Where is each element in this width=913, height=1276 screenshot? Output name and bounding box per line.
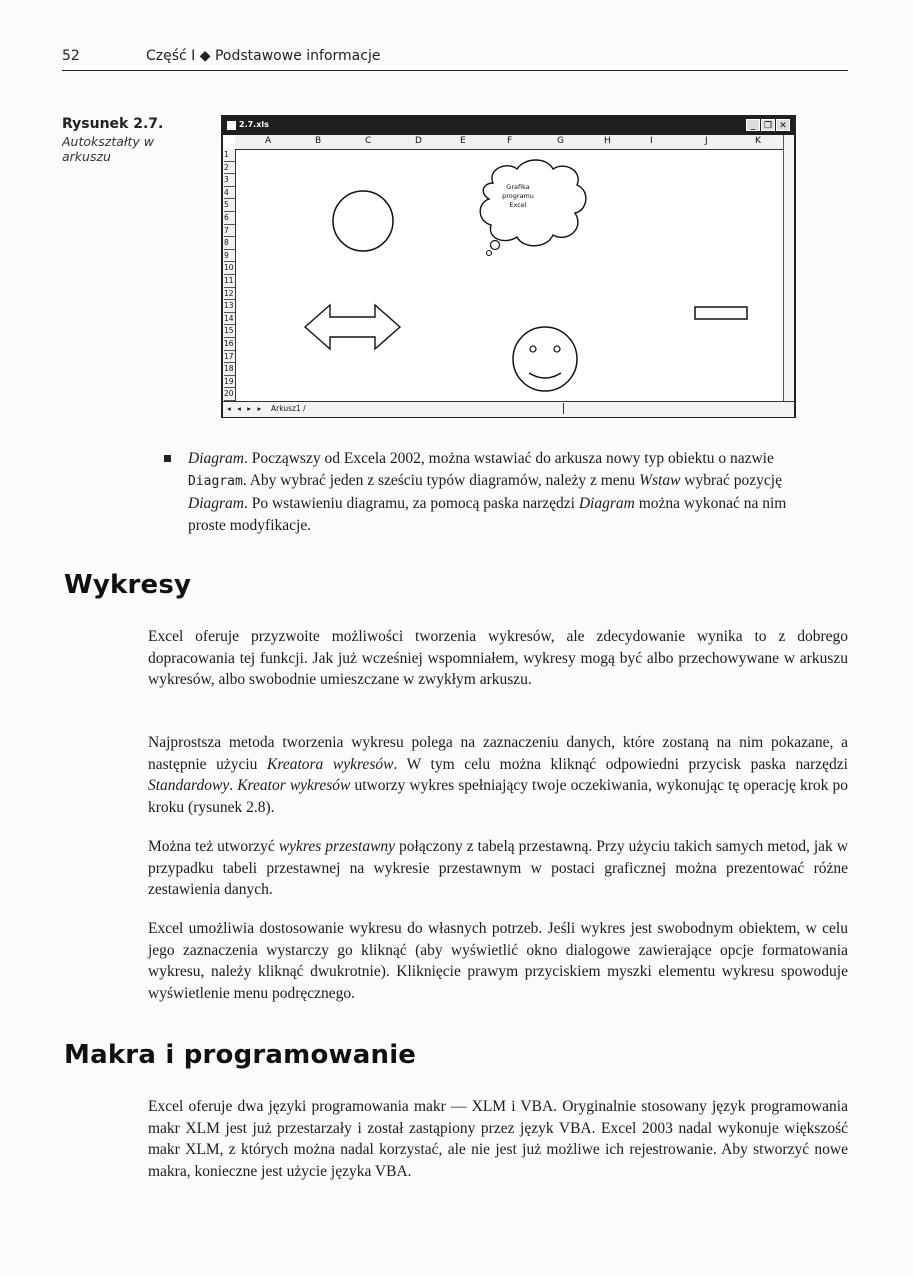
smiley-right-eye [554, 346, 560, 352]
paragraph: Excel oferuje dwa języki programowania makr — XLM i VBA. Oryginalnie stosowany język programowania makr XLM jest już przestarzały i został zastąpiony przez język VBA. Excel 2003 nadal wykonuje większość makr XLM, z których można nadal korzystać, ale nie jest już możliwe ich rejestrowanie. Aby stworzyć nowe makra, konieczne jest użycie języka VBA. [148, 1098, 848, 1180]
sheet-tab-bar [223, 401, 794, 417]
row-header: 11 [224, 275, 235, 288]
smiley-face-shape [513, 327, 577, 391]
row-header: 13 [224, 300, 235, 313]
row-header: 1 [224, 149, 235, 162]
rectangle-shape [695, 307, 747, 319]
paragraph: Excel oferuje przyzwoite możliwości tworzenia wykresów, ale zdecydowanie wynika to z dobrego dopracowania tej funkcji. Jak już wcześniej wspomniałem, wykresy mogą być albo przechowywane w arkuszu wykresów, albo swobodnie umieszczane w zwykłym arkuszu. [148, 628, 848, 688]
figure-description: Autokształty w arkuszu [62, 134, 154, 164]
row-header: 7 [224, 225, 235, 238]
bullet-text: . Po wstawieniu diagramu, za pomocą paska narzędzi [243, 495, 579, 512]
row-header: 6 [224, 212, 235, 225]
column-header: E [460, 136, 466, 146]
emphasis: Standardowy [148, 777, 230, 794]
row-header: 4 [224, 187, 235, 200]
page-number: 52 [62, 48, 80, 64]
column-header: K [755, 136, 761, 146]
autoshapes-area [235, 149, 786, 406]
column-header: C [365, 136, 372, 146]
bullet-marker [164, 450, 176, 462]
horizontal-scrollbar [563, 403, 764, 414]
bullet-text: można wykonać na nim proste modyfikacje. [188, 495, 787, 534]
bullet-paragraph [188, 448, 818, 537]
row-header: 18 [224, 363, 235, 376]
paragraph [148, 836, 848, 901]
menu-name: Wstaw [639, 472, 681, 489]
emphasis: Kreator wykresów [237, 777, 351, 794]
toolbar-name: Diagram [578, 495, 635, 512]
row-header: 2 [224, 162, 235, 175]
sheet-navigation-arrows: ◂ ◂ ▸ ▸ [227, 404, 264, 413]
cloud-text-line: programu [502, 192, 534, 200]
figure-caption [62, 116, 202, 164]
minimize-icon: _ [746, 119, 760, 131]
column-header: A [265, 136, 272, 146]
smiley-mouth [529, 373, 561, 378]
bullet-text: . Począwszy od Excela 2002, można wstawiać do arkusza nowy typ obiektu o nazwie [243, 450, 774, 467]
restore-icon: ❐ [761, 119, 775, 131]
row-header: 10 [224, 262, 235, 275]
figure-label: Rysunek 2.7. [62, 116, 164, 132]
paragraph-text: . W tym celu można kliknąć odpowiedni przycisk paska narzędzi [393, 755, 848, 773]
emphasis: Kreatora wykresów [267, 755, 394, 773]
section-heading-makra: Makra i programowanie [64, 1040, 417, 1070]
smiley-left-eye [530, 346, 536, 352]
row-header: 12 [224, 288, 235, 301]
column-header: G [557, 136, 564, 146]
column-header: H [604, 136, 611, 146]
column-header: J [705, 136, 708, 146]
paragraph-text: utworzy wykres spełniający twoje oczekiwania, wykonując tę operację krok po kroku (rysunek 2.8). [148, 777, 849, 816]
double-arrow-shape [305, 305, 400, 349]
object-name-code: Diagram [188, 474, 243, 489]
bullet-text: wybrać pozycję [680, 472, 782, 489]
row-header: 3 [224, 174, 235, 187]
section-heading-wykresy: Wykresy [64, 570, 192, 600]
excel-window-screenshot [221, 115, 796, 418]
column-header: B [315, 136, 322, 146]
row-header: 9 [224, 250, 235, 263]
paragraph-text: . [229, 777, 238, 794]
window-title: 2.7.xls [239, 120, 269, 129]
row-header: 16 [224, 338, 235, 351]
row-header: 20 [224, 388, 235, 401]
sheet-tab: Arkusz1 / [271, 404, 306, 413]
column-header: D [415, 136, 422, 146]
row-header: 14 [224, 313, 235, 326]
cloud-tail-bubble-small [487, 251, 492, 256]
bullet-term: Diagram [188, 450, 244, 467]
cloud-text-line: Excel [509, 201, 527, 209]
paragraph [148, 732, 848, 818]
column-headers [235, 135, 784, 150]
menu-item-name: Diagram [188, 495, 244, 512]
cloud-text-line: Grafika [506, 183, 530, 191]
part-title: Część I ◆ Podstawowe informacje [146, 48, 381, 64]
column-header: F [507, 136, 513, 146]
row-header: 17 [224, 351, 235, 364]
running-header [62, 46, 848, 71]
paragraph-text: Najprostsza metoda tworzenia wykresu polega na zaznaczeniu danych, które zostaną na nim pokazane, a następnie użyciu [148, 734, 848, 773]
row-header: 19 [224, 376, 235, 389]
row-header: 5 [224, 199, 235, 212]
excel-file-icon [227, 121, 236, 130]
bullet-text: . Aby wybrać jeden z sześciu typów diagramów, należy z menu [242, 472, 640, 489]
paragraph-text: połączony z tabelą przestawną. Przy użyciu takich samych metod, jak w przypadku tabeli przestawnej na wykresie przestawnym w postaci graficznej można prezentować różne zestawienia danych. [148, 838, 849, 898]
circle-shape [333, 191, 393, 251]
cloud-tail-bubble [491, 241, 500, 250]
cloud-callout-text [493, 183, 543, 210]
close-icon: ✕ [776, 119, 790, 131]
row-header: 15 [224, 325, 235, 338]
row-header: 8 [224, 237, 235, 250]
column-header: I [650, 136, 653, 146]
window-titlebar [223, 117, 794, 135]
emphasis: wykres przestawny [278, 838, 396, 855]
paragraph-text: Można też utworzyć [148, 838, 279, 855]
paragraph: Excel umożliwia dostosowanie wykresu do własnych potrzeb. Jeśli wykres jest swobodnym obiektem, w celu jego zaznaczenia wystarczy go kliknąć (aby wyświetlić okno dialogowe zawierające opcje formatowania wykresu, należy kliknąć dwukrotnie). Kliknięcie prawym przyciskiem myszki elementu wykresu spowoduje wyświetlenie menu podręcznego. [148, 920, 848, 1002]
